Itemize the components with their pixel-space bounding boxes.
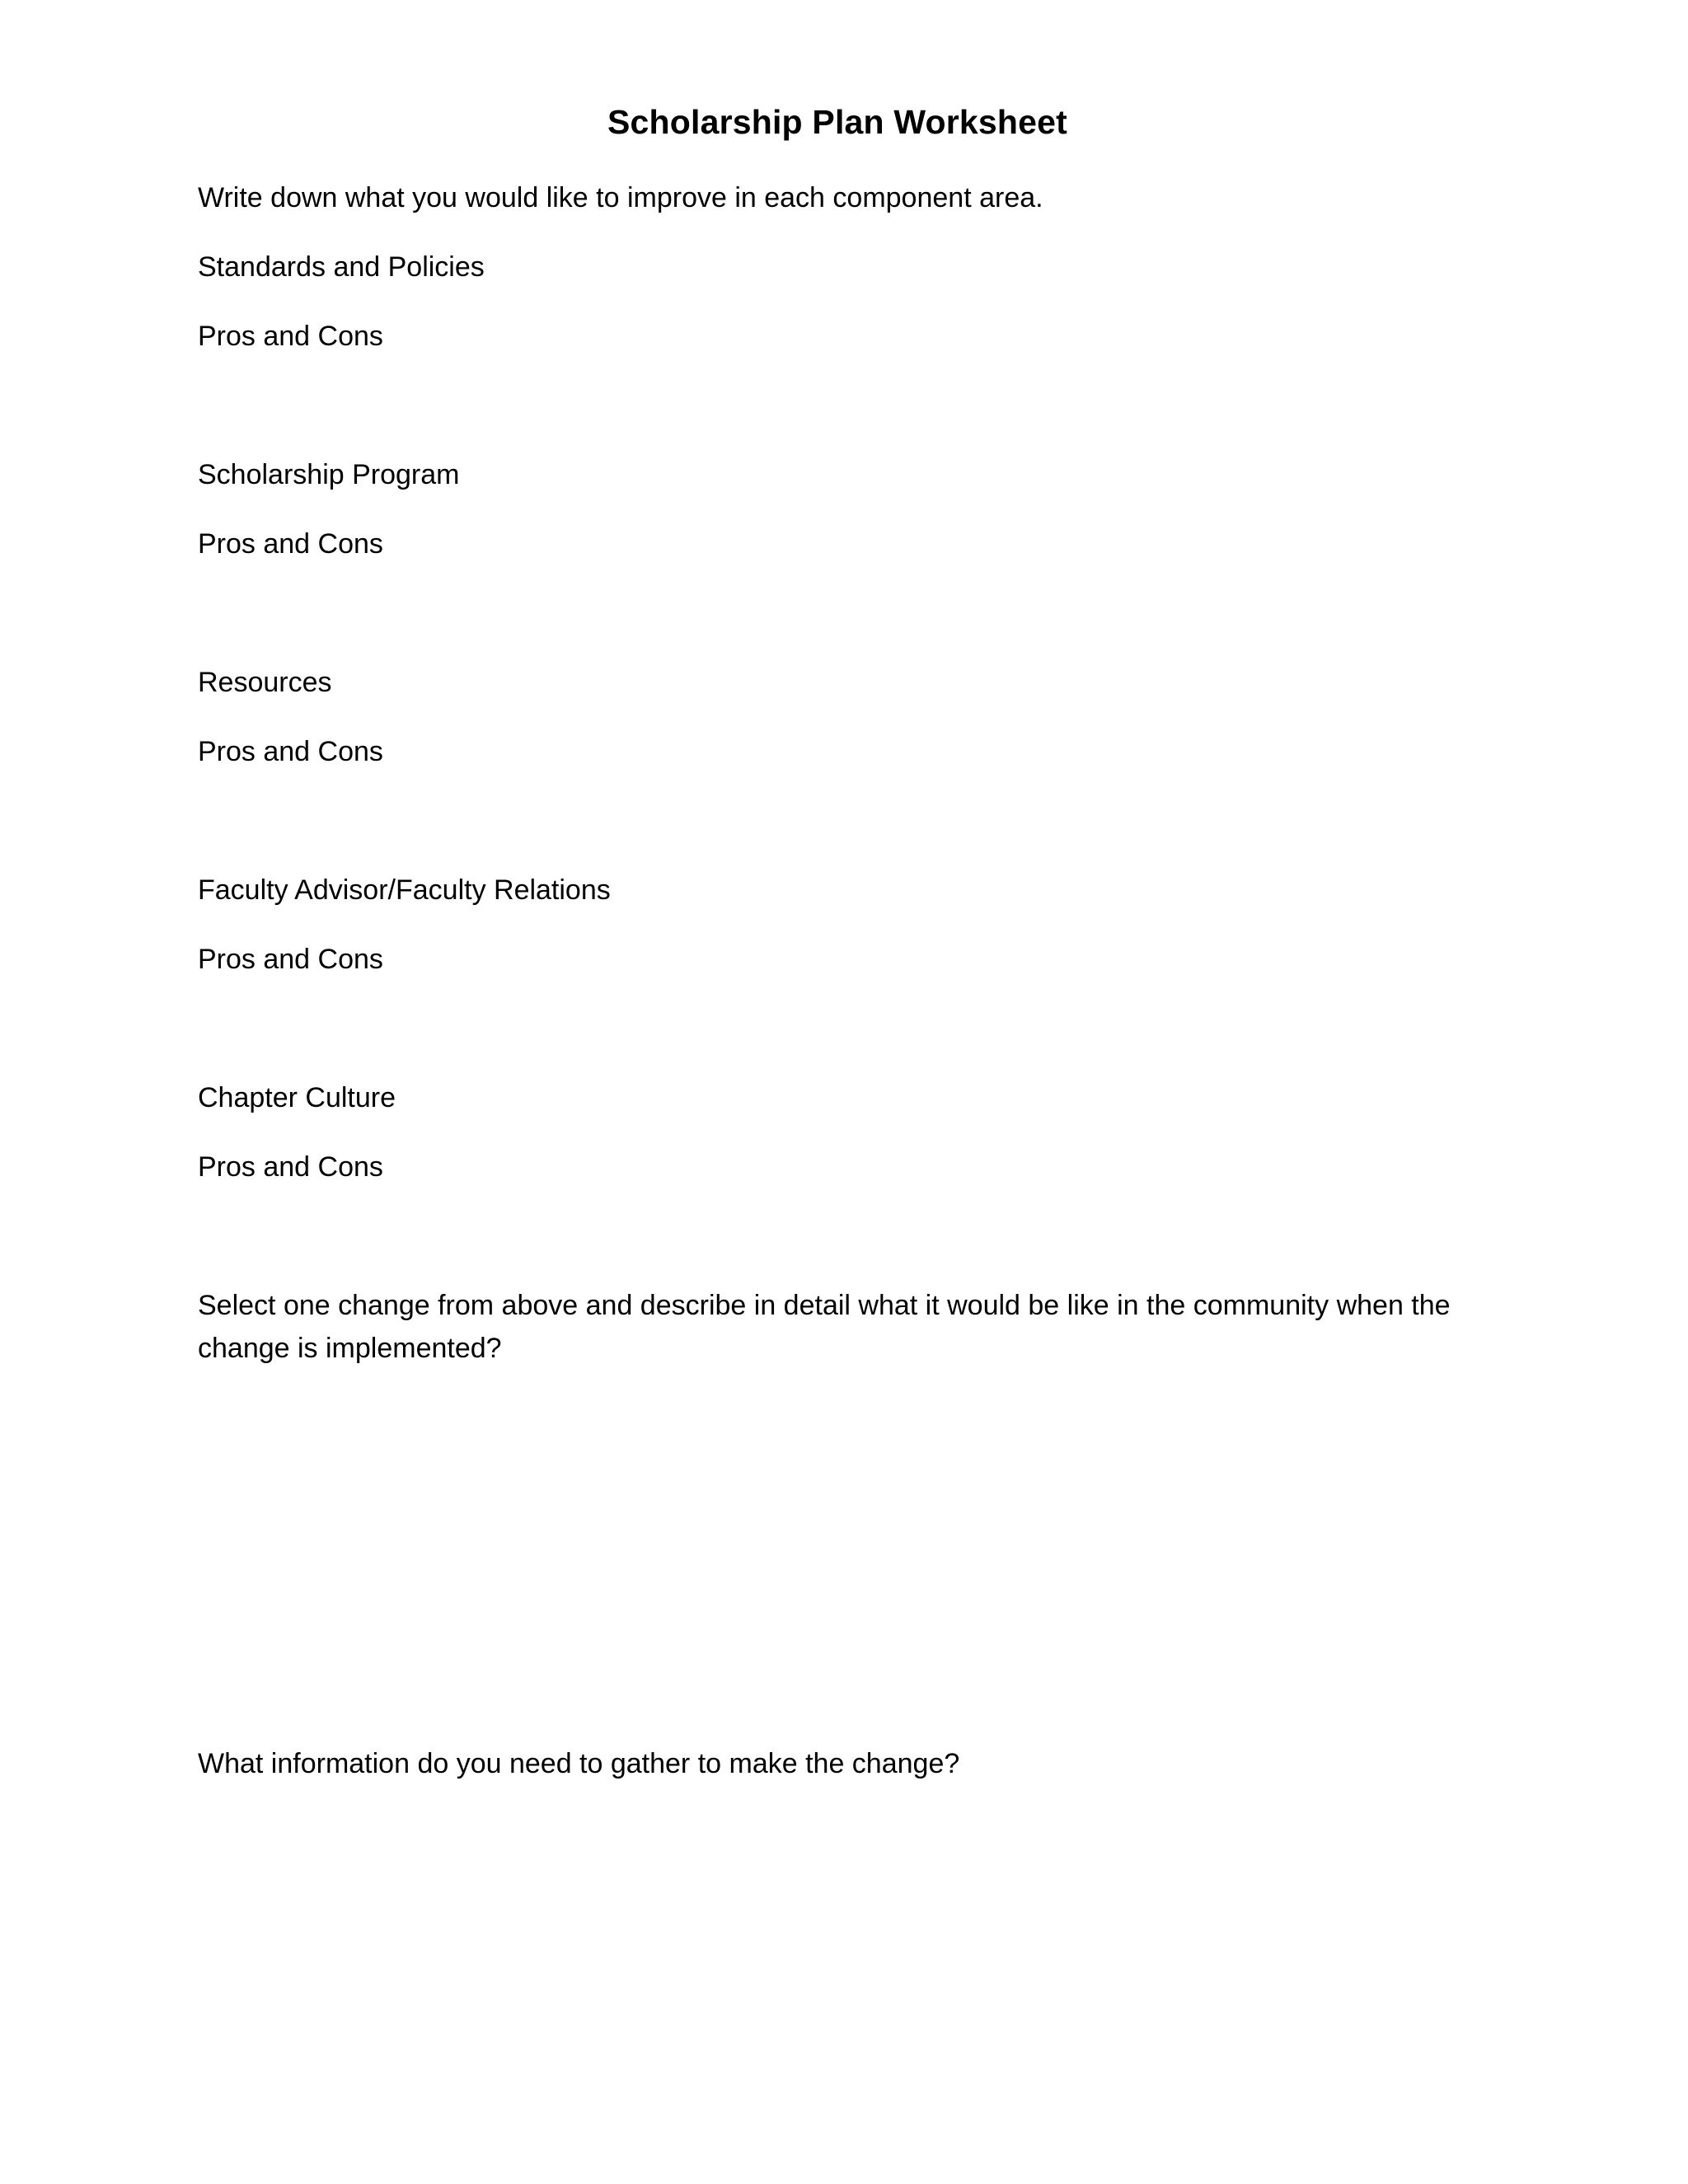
section-pros-cons-chapter-culture: Pros and Cons	[198, 1151, 383, 1183]
question-information-needed: What information do you need to gather to make the change?	[198, 1748, 960, 1779]
intro-text: Write down what you would like to improve in each component area.	[198, 182, 1043, 213]
section-pros-cons-resources: Pros and Cons	[198, 736, 383, 767]
question-describe-change: Select one change from above and describe in detail what it would be like in the community when the change is implemented?	[198, 1290, 1451, 1364]
section-heading-scholarship-program: Scholarship Program	[198, 459, 460, 490]
section-heading-resources: Resources	[198, 667, 332, 698]
section-heading-standards: Standards and Policies	[198, 251, 485, 283]
section-pros-cons-standards: Pros and Cons	[198, 321, 383, 352]
section-pros-cons-faculty: Pros and Cons	[198, 944, 383, 975]
section-heading-chapter-culture: Chapter Culture	[198, 1082, 396, 1113]
section-heading-faculty: Faculty Advisor/Faculty Relations	[198, 874, 611, 906]
section-pros-cons-scholarship-program: Pros and Cons	[198, 528, 383, 560]
page-title: Scholarship Plan Worksheet	[607, 103, 1068, 141]
